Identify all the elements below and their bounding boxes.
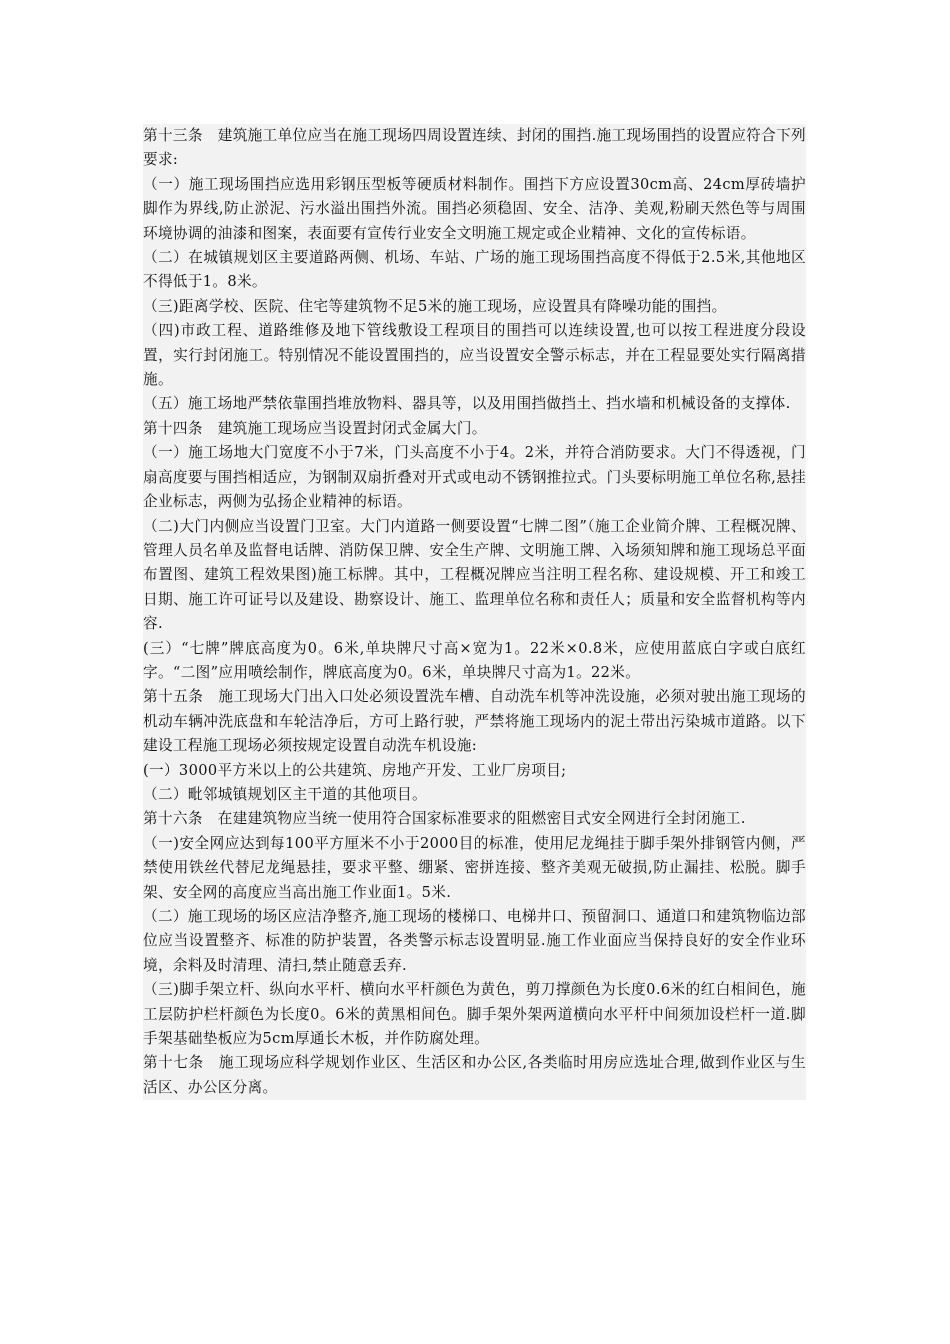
article-13-item-1: （一）施工现场围挡应选用彩钢压型板等硬质材料制作。围挡下方应设置30cm高、24cm厚砖墙护脚作为界线,防止淤泥、污水溢出围挡外流。围挡必须稳固、安全、洁净、美观,粉刷天然色等与周围环境协调的油漆和图案，表面要有宣传行业安全文明施工规定或企业精神、文化的宣传标语。	[143, 173, 806, 246]
article-14-item-3: (三）“七牌”牌底高度为0。6米,单块牌尺寸高×宽为1。22米×0.8米，应使用蓝底白字或白底红字。“二图”应用喷绘制作，牌底高度为0。6米，单块牌尺寸高为1。22米。	[143, 637, 806, 686]
article-16-item-1: （一)安全网应达到每100平方厘米不小于2000目的标准，使用尼龙绳挂于脚手架外排钢管内侧，严禁使用铁丝代替尼龙绳悬挂，要求平整、绷紧、密拼连接、整齐美观无破损,防止漏挂、松脱。脚手架、安全网的高度应当高出施工作业面1。5米.	[143, 832, 806, 905]
article-16-item-2: （二）施工现场的场区应洁净整齐,施工现场的楼梯口、电梯井口、预留洞口、通道口和建筑物临边部位应当设置整齐、标准的防护装置，各类警示标志设置明显.施工作业面应当保持良好的安全作业环境，余料及时清理、清扫,禁止随意丢弃.	[143, 905, 806, 978]
article-16-heading: 第十六条 在建建筑物应当统一使用符合国家标准要求的阻燃密目式安全网进行全封闭施工.	[143, 807, 806, 831]
article-15-item-2: （二）毗邻城镇规划区主干道的其他项目。	[143, 783, 806, 807]
article-13-heading: 第十三条 建筑施工单位应当在施工现场四周设置连续、封闭的围挡.施工现场围挡的设置应符合下列要求:	[143, 124, 806, 173]
article-13-item-5: （五）施工场地严禁依靠围挡堆放物料、器具等，以及用围挡做挡土、挡水墙和机械设备的支撑体.	[143, 392, 806, 416]
article-13-item-2: （二）在城镇规划区主要道路两侧、机场、车站、广场的施工现场围挡高度不得低于2.5米,其他地区不得低于1。8米。	[143, 246, 806, 295]
article-14-item-1: （一）施工场地大门宽度不小于7米，门头高度不小于4。2米，并符合消防要求。大门不得透视，门扇高度要与围挡相适应，为钢制双扇折叠对开式或电动不锈钢推拉式。门头要标明施工单位名称,悬挂企业标志，两侧为弘扬企业精神的标语。	[143, 441, 806, 514]
article-13-item-3: （三)距离学校、医院、住宅等建筑物不足5米的施工现场，应设置具有降噪功能的围挡。	[143, 295, 806, 319]
article-17-heading: 第十七条 施工现场应科学规划作业区、生活区和办公区,各类临时用房应选址合理,做到作业区与生活区、办公区分离。	[143, 1051, 806, 1100]
article-16-item-3: （三)脚手架立杆、纵向水平杆、横向水平杆颜色为黄色，剪刀撑颜色为长度0.6米的红白相间色，施工层防护栏杆颜色为长度0。6米的黄黑相间色。脚手架外架两道横向水平杆中间须加设栏杆一道.脚手架基础垫板应为5cm厚通长木板，并作防腐处理。	[143, 978, 806, 1051]
article-15-item-1: (一）3000平方米以上的公共建筑、房地产开发、工业厂房项目;	[143, 759, 806, 783]
article-13-item-4: （四)市政工程、道路维修及地下管线敷设工程项目的围挡可以连续设置,也可以按工程进度分段设置，实行封闭施工。特别情况不能设置围挡的，应当设置安全警示标志，并在工程显要处实行隔离措施。	[143, 319, 806, 392]
article-14-item-2: （二)大门内侧应当设置门卫室。大门内道路一侧要设置“七牌二图”（施工企业简介牌、工程概况牌、管理人员名单及监督电话牌、消防保卫牌、安全生产牌、文明施工牌、入场须知牌和施工现场总平面布置图、建筑工程效果图)施工标牌。其中，工程概况牌应当注明工程名称、建设规模、开工和竣工日期、施工许可证号以及建设、勘察设计、施工、监理单位名称和责任人；质量和安全监督机构等内容.	[143, 515, 806, 637]
document-body	[143, 124, 806, 1100]
article-14-heading: 第十四条 建筑施工现场应当设置封闭式金属大门。	[143, 417, 806, 441]
article-15-heading: 第十五条 施工现场大门出入口处必须设置洗车槽、自动洗车机等冲洗设施，必须对驶出施工现场的机动车辆冲洗底盘和车轮洁净后，方可上路行驶，严禁将施工现场内的泥土带出污染城市道路。以下建设工程施工现场必须按规定设置自动洗车机设施:	[143, 685, 806, 758]
